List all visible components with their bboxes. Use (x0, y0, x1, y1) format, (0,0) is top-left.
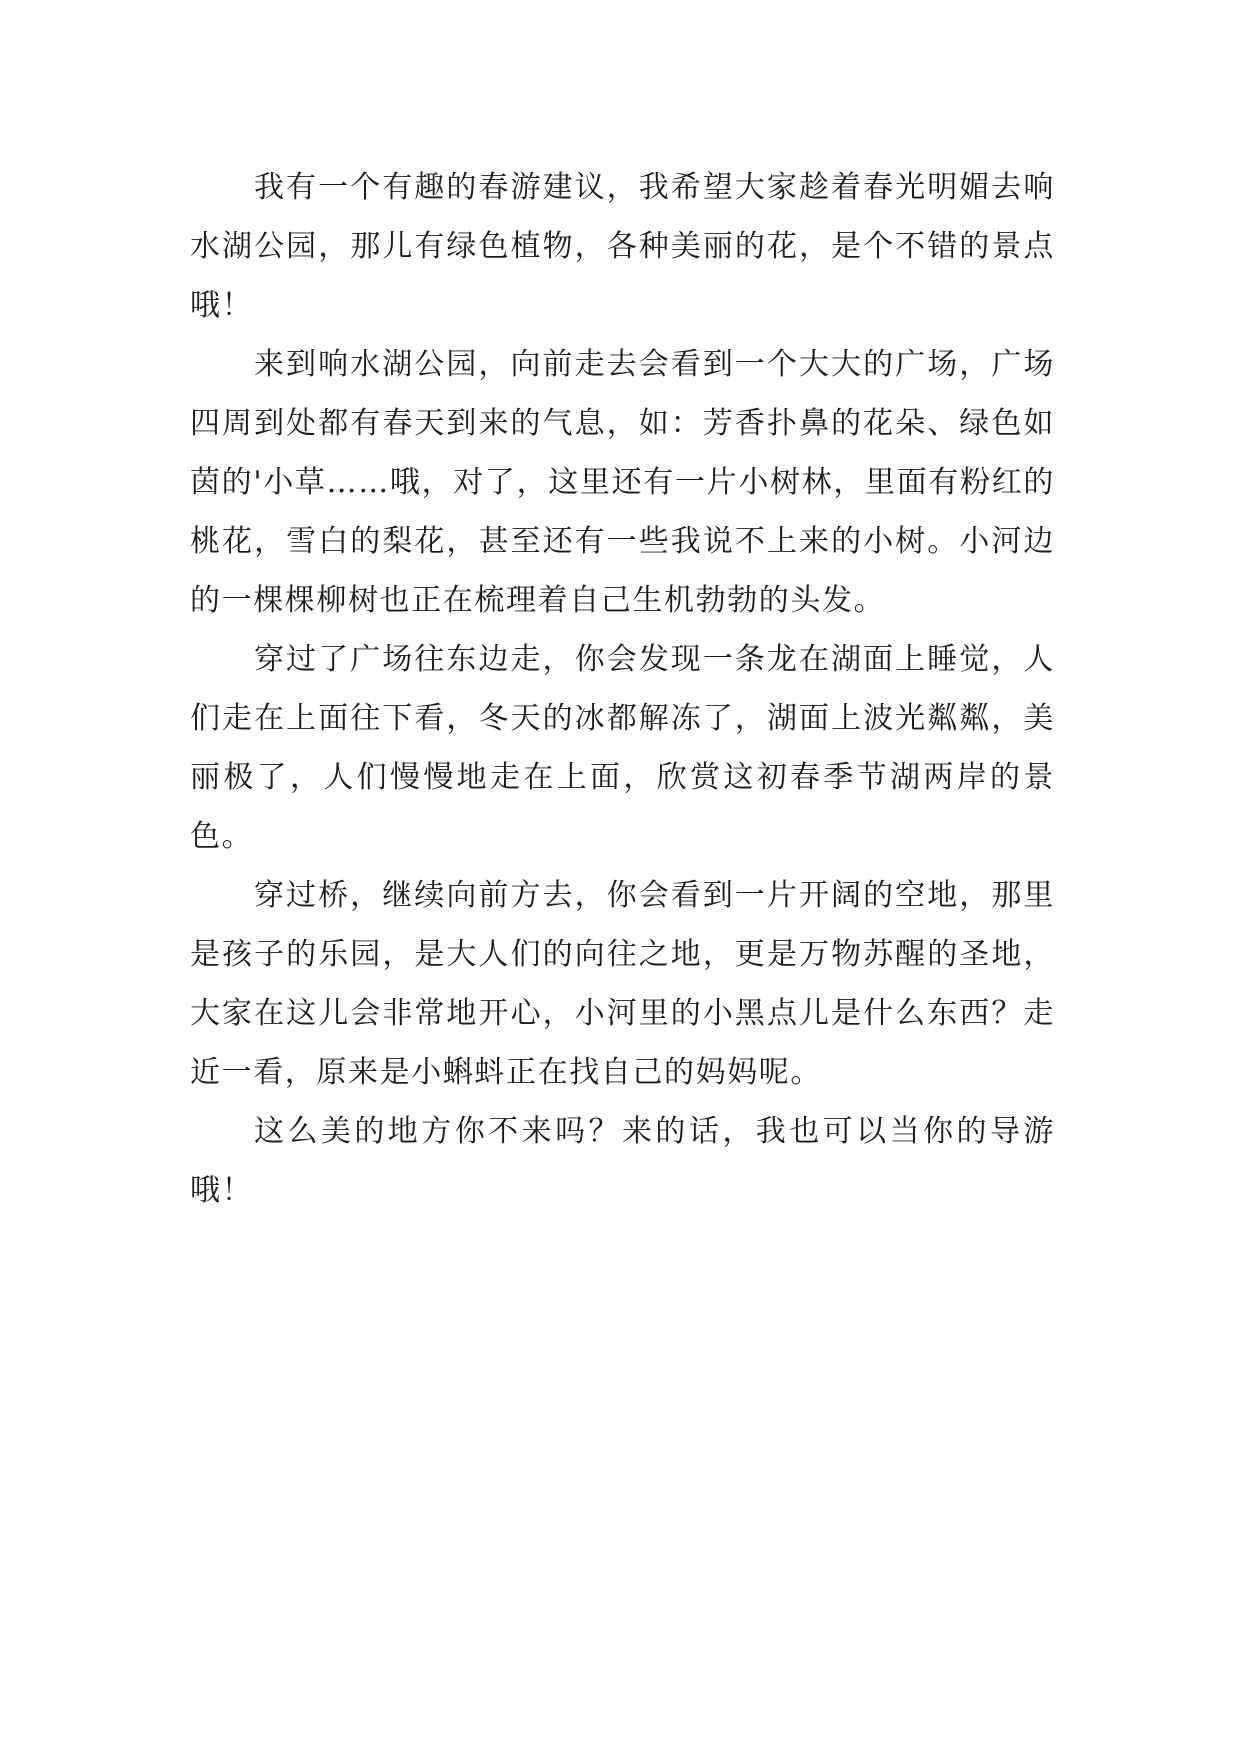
paragraph-5: 这么美的地方你不来吗？来的话，我也可以当你的导游哦！ (190, 1114, 1055, 1208)
document-body (190, 158, 1055, 1220)
paragraph-2: 来到响水湖公园，向前走去会看到一个大大的广场，广场四周到处都有春天到来的气息，如：芳香扑鼻的花朵、绿色如茵的'小草……哦，对了，这里还有一片小树林，里面有粉红的桃花，雪白的梨花，甚至还有一些我说不上来的小树。小河边的一棵棵柳树也正在梳理着自己生机勃勃的头发。 (190, 347, 1055, 618)
paragraph-4: 穿过桥，继续向前方去，你会看到一片开阔的空地，那里是孩子的乐园，是大人们的向往之地，更是万物苏醒的圣地，大家在这儿会非常地开心，小河里的小黑点儿是什么东西？走近一看，原来是小蝌蚪正在找自己的妈妈呢。 (190, 878, 1055, 1090)
paragraph-1: 我有一个有趣的春游建议，我希望大家趁着春光明媚去响水湖公园，那儿有绿色植物，各种美丽的花，是个不错的景点哦！ (190, 170, 1055, 323)
paragraph-3: 穿过了广场往东边走，你会发现一条龙在湖面上睡觉，人们走在上面往下看，冬天的冰都解冻了，湖面上波光粼粼，美丽极了，人们慢慢地走在上面，欣赏这初春季节湖两岸的景色。 (190, 642, 1055, 854)
